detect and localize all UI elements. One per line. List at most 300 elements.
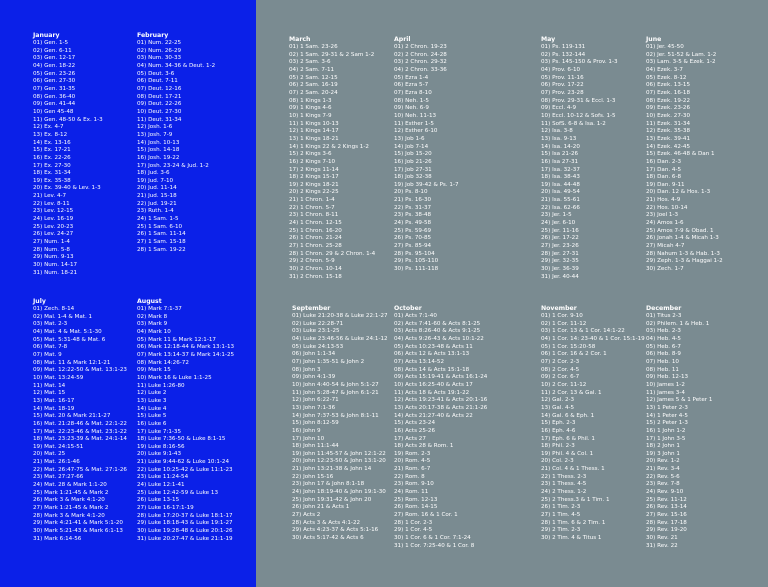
reading-item: 09) Gen. 41-44 — [33, 101, 76, 108]
reading-item: 27) Ps. 85-94 — [394, 243, 432, 250]
reading-item: 07) 2 Cor. 2-3 — [541, 358, 580, 365]
reading-item: 15) John 8:12-59 — [292, 420, 339, 427]
reading-item: 22) Hos. 10-14 — [646, 204, 688, 211]
reading-item: 02) Num. 26-29 — [137, 47, 182, 54]
reading-item: 07) Ezek. 16-18 — [646, 89, 691, 96]
reading-item: 17) Job 27-31 — [394, 166, 432, 173]
reading-item: 17) Mat. 22:23-46 & Mat. 23:1-22 — [33, 428, 127, 435]
reading-item: 05) Deut. 3-6 — [137, 70, 175, 77]
reading-item: 12) 1 Kings 14-17 — [289, 128, 339, 135]
reading-item: 09) Heb. 12-13 — [646, 374, 689, 381]
reading-item: 12) Luke 2 — [137, 390, 167, 397]
reading-item: 16) 2 Kings 7-10 — [289, 158, 336, 165]
reading-item: 19) Job 39-42 & Ps. 1-7 — [394, 181, 459, 188]
reading-item: 17) Eph. 6 & Phil. 1 — [541, 435, 595, 442]
reading-item: 02) Philem. 1 & Heb. 1 — [646, 320, 710, 327]
reading-item: 11) Luke 1:26-80 — [137, 382, 185, 389]
reading-item: 05) 1 Cor. 15:20-58 — [541, 343, 596, 350]
month-title: January — [33, 32, 60, 39]
reading-item: 06) 2 Sam. 16-19 — [289, 82, 338, 89]
reading-item: 10) Mat. 13:24-59 — [33, 374, 84, 381]
reading-item: 22) Rom. 8 — [394, 473, 425, 480]
reading-item: 22) 1 Chron. 5-7 — [289, 204, 335, 211]
reading-item: 03) Mark 9 — [137, 321, 168, 328]
reading-item: 03) Num. 30-33 — [137, 55, 182, 62]
reading-item: 30) Num. 14-17 — [33, 262, 78, 269]
reading-item: 21) Isa. 55-61 — [541, 197, 580, 204]
reading-item: 15) Josh. 14-18 — [137, 147, 180, 154]
reading-item: 21) Rev. 3-4 — [646, 466, 680, 473]
reading-item: 06) Ezek. 13-15 — [646, 82, 691, 89]
reading-item: 11) John 5:28-47 & John 6:1-21 — [292, 389, 379, 396]
reading-item: 05) Ezek. 8-12 — [646, 74, 687, 81]
reading-item: 10) 2 Cor. 11-12 — [541, 381, 587, 388]
reading-item: 11) Acts 18 & Acts 19:1-22 — [394, 389, 470, 396]
reading-item: 17) Acts 27 — [394, 435, 426, 442]
reading-item: 31) Rev. 22 — [646, 542, 678, 549]
reading-item: 07) Ezra 8-10 — [394, 89, 432, 96]
reading-item: 08) Neh. 1-5 — [394, 97, 429, 104]
reading-item: 26) John 21 & Acts 1 — [292, 504, 350, 511]
reading-item: 02) Acts 7:41-60 & Acts 8:1-25 — [394, 320, 481, 327]
reading-item: 26) 1 Chron. 21-24 — [289, 235, 342, 242]
reading-item: 30) Acts 5:17-42 & Acts 6 — [292, 535, 364, 542]
reading-item: 18) John 11:1-44 — [292, 443, 339, 450]
reading-item: 13) Ezek. 39-41 — [646, 135, 691, 142]
reading-list — [292, 313, 388, 543]
reading-item: 10) Deut. 27-30 — [137, 108, 182, 115]
reading-item: 07) Prov. 23-28 — [541, 89, 584, 96]
reading-item: 20) Jud. 11-14 — [137, 185, 177, 192]
reading-item: 28) Ps. 95-104 — [394, 250, 435, 257]
reading-item: 09) Eccl. 4-9 — [541, 105, 577, 112]
reading-item: 29) Mark 4:21-41 & Mark 5:1-20 — [33, 520, 123, 527]
reading-item: 18) Luke 7:36-50 & Luke 8:1-15 — [137, 436, 226, 443]
reading-item: 28) Mark 3 & Mark 4:1-20 — [33, 512, 105, 519]
month-title: September — [292, 305, 331, 312]
reading-item: 09) John 4:1-39 — [292, 374, 336, 381]
reading-item: 19) Mat. 24:15-51 — [33, 443, 84, 450]
reading-item: 01) Gen. 1-5 — [33, 40, 69, 46]
month-september — [292, 304, 388, 543]
reading-item: 16) 1 John 1-2 — [646, 427, 686, 434]
reading-item: 25) Amos 7-9 & Obad. 1 — [646, 227, 714, 234]
reading-item: 18) 2 John 1 — [646, 443, 680, 450]
reading-item: 10) Gen 45-48 — [33, 108, 74, 115]
reading-item: 06) Mat. 7-8 — [33, 344, 68, 351]
reading-item: 20) Rom. 4-5 — [394, 458, 431, 465]
reading-item: 17) Ex. 27-30 — [33, 162, 71, 169]
reading-item: 04) Heb. 4-5 — [646, 335, 681, 342]
month-title: June — [646, 36, 662, 43]
reading-item: 01) 1 Cor. 9-10 — [541, 313, 583, 319]
reading-item: 29) Zeph. 1-3 & Haggai 1-2 — [646, 258, 723, 265]
reading-item: 23) Ps. 38-48 — [394, 212, 432, 219]
reading-item: 02) 1 Cor. 11-12 — [541, 320, 587, 327]
month-title: May — [541, 36, 556, 43]
reading-item: 14) 1 Peter 4-5 — [646, 412, 688, 419]
reading-item: 11) Deut. 31-34 — [137, 116, 182, 123]
month-title: December — [646, 305, 682, 312]
reading-item: 17) John 10 — [292, 435, 325, 442]
reading-item: 25) 1 Sam. 6-10 — [137, 223, 183, 230]
reading-item: 03) Luke 23:1-25 — [292, 328, 340, 335]
reading-item: 03) Heb. 2-3 — [646, 328, 681, 335]
reading-item: 28) 1 Chron. 29 & 2 Chron. 1-4 — [289, 250, 376, 257]
reading-item: 29) Num. 9-13 — [33, 254, 74, 261]
reading-item: 23) Joel 1-3 — [646, 212, 679, 219]
reading-item: 19) John 11:45-57 & John 12:1-22 — [292, 450, 386, 457]
month-title: March — [289, 36, 311, 43]
reading-item: 18) Phil. 2-3 — [541, 443, 575, 450]
reading-item: 31) 2 Chron. 15-18 — [289, 273, 342, 280]
reading-item: 04) Ezek. 3-7 — [646, 66, 683, 73]
reading-item: 20) Dan. 12 & Hos. 1-3 — [646, 189, 711, 196]
reading-item: 17) Isa. 32-37 — [541, 166, 580, 173]
reading-item: 05) Heb. 6-7 — [646, 343, 681, 350]
reading-item: 17) 2 Kings 11-14 — [289, 166, 339, 173]
reading-item: 01) Mark 7:1-37 — [137, 306, 182, 312]
reading-item: 31) Num. 18-21 — [33, 269, 78, 276]
reading-item: 30) 2 Chron. 10-14 — [289, 266, 342, 273]
reading-item: 25) Mark 1:21-45 & Mark 2 — [33, 489, 109, 496]
reading-item: 29) 1 Cor. 4-5 — [394, 527, 433, 534]
reading-item: 09) 1 Kings 4-6 — [289, 105, 332, 112]
reading-item: 27) Num. 1-4 — [33, 239, 70, 246]
reading-item: 15) Luke 5 — [137, 413, 167, 420]
reading-item: 16) Josh. 19-22 — [137, 154, 180, 161]
reading-item: 05) Luke 24:13-53 — [292, 343, 344, 350]
reading-item: 18) Job 32-38 — [394, 174, 432, 181]
reading-item: 27) Mark 1:21-45 & Mark 2 — [33, 505, 109, 512]
reading-item: 21) Ps. 16-30 — [394, 197, 432, 204]
reading-item: 30) 1 Cor. 6 & 1 Cor. 7:1-24 — [394, 535, 471, 542]
reading-item: 17) Josh. 23-24 & Jud. 1-2 — [137, 162, 209, 169]
reading-item: 03) Lam. 3-5 & Ezek. 1-2 — [646, 59, 716, 66]
reading-item: 01) Luke 21:20-38 & Luke 22:1-27 — [292, 313, 388, 319]
reading-item: 02) Ps. 132-144 — [541, 51, 586, 58]
month-december — [646, 304, 712, 550]
reading-item: 15) Ex. 17-21 — [33, 147, 71, 154]
reading-item: 04) Mat. 4 & Mat. 5:1-30 — [33, 328, 102, 335]
reading-item: 19) Luke 8:16-56 — [137, 443, 185, 450]
reading-item: 27) Rom. 16 & 1 Cor. 1 — [394, 512, 458, 519]
reading-item: 16) Dan. 2-3 — [646, 158, 682, 165]
reading-item: 11) Ezek. 31-34 — [646, 120, 691, 127]
reading-item: 13) Job 1-6 — [394, 135, 425, 142]
reading-item: 10) Ezek. 27-30 — [646, 112, 691, 119]
reading-item: 05) Mat. 5:31-48 & Mat. 6 — [33, 336, 106, 343]
reading-list — [33, 40, 103, 277]
reading-item: 26) Jonah 1-4 & Micah 1-3 — [646, 235, 719, 242]
reading-item: 31) Luke 20:27-47 & Luke 21:1-19 — [137, 535, 233, 542]
reading-item: 05) Prov. 11-16 — [541, 74, 584, 81]
reading-item: 17) Dan. 4-5 — [646, 166, 682, 173]
reading-item: 14) Isa. 14-20 — [541, 143, 580, 150]
reading-item: 24) Lev. 16-19 — [33, 216, 74, 223]
reading-item: 14) Luke 4 — [137, 405, 167, 412]
reading-item: 13) Ex. 8-12 — [33, 131, 68, 138]
reading-item: 08) 1 Kings 1-3 — [289, 97, 332, 104]
reading-item: 22) Isa. 62-66 — [541, 204, 580, 211]
reading-item: 30) Ps. 111-118 — [394, 266, 439, 273]
reading-item: 22) Lev. 8-11 — [33, 200, 70, 207]
reading-item: 29) 2 Tim. 2-3 — [541, 527, 581, 534]
reading-item: 01) Zech. 8-14 — [33, 306, 75, 312]
reading-item: 26) 1 Tim. 2-3 — [541, 504, 581, 511]
reading-item: 15) Acts 23-24 — [394, 420, 436, 427]
reading-item: 29) Rev. 19-20 — [646, 527, 687, 534]
reading-item: 16) Mat. 21:28-46 & Mat. 22:1-22 — [33, 420, 127, 427]
reading-item: 18) Acts 28 & Rom. 1 — [394, 443, 454, 450]
reading-list — [137, 40, 215, 254]
reading-item: 01) 1 Sam. 23-26 — [289, 44, 338, 50]
reading-item: 17) Luke 7:1-35 — [137, 428, 182, 435]
reading-item: 06) Gen. 27-30 — [33, 78, 76, 85]
reading-item: 08) Ezek. 19-22 — [646, 97, 691, 104]
reading-item: 12) Ex. 4-7 — [33, 124, 64, 131]
reading-item: 29) Ps. 105-110 — [394, 258, 439, 265]
reading-item: 21) Hos. 4-9 — [646, 197, 681, 204]
reading-item: 04) Mark 10 — [137, 328, 171, 335]
reading-item: 12) Acts 19:23-41 & Acts 20:1-16 — [394, 397, 488, 404]
reading-item: 08) Acts 14 & Acts 15:1-18 — [394, 366, 470, 373]
reading-item: 03) Ps. 145-150 & Prov. 1-3 — [541, 59, 618, 66]
reading-list — [394, 313, 487, 550]
reading-item: 21) Mat. 26:1-46 — [33, 459, 80, 466]
reading-item: 30) Rev. 21 — [646, 535, 678, 542]
reading-item: 21) Lev. 4-7 — [33, 193, 67, 200]
reading-item: 04) 2 Chron. 33-36 — [394, 66, 447, 73]
month-march — [289, 35, 375, 281]
reading-item: 16) Job 21-26 — [394, 158, 432, 165]
reading-item: 10) John 4:40-54 & John 5:1-27 — [292, 381, 379, 388]
reading-item: 09) Mark 15 — [137, 367, 171, 374]
reading-item: 26) Mark 3 & Mark 4:1-20 — [33, 497, 105, 504]
reading-item: 26) Rev. 13-14 — [646, 504, 687, 511]
reading-item: 24) 1 Chron. 12-15 — [289, 220, 342, 227]
reading-item: 10) 1 Kings 7-9 — [289, 112, 332, 119]
reading-item: 24) Amos 1-6 — [646, 220, 684, 227]
reading-item: 16) John 9 — [292, 427, 321, 434]
reading-item: 23) Lev. 12-15 — [33, 208, 74, 215]
reading-item: 21) 1 Chron. 1-4 — [289, 197, 335, 204]
reading-item: 22) Jud. 19-21 — [137, 200, 177, 207]
reading-list — [33, 306, 127, 543]
reading-item: 20) Col. 2-3 — [541, 458, 574, 465]
reading-item: 08) Gen. 36-40 — [33, 93, 76, 100]
reading-item: 31) Jer. 40-44 — [541, 273, 579, 280]
reading-item: 24) Ps. 49-58 — [394, 220, 432, 227]
reading-item: 24) Rom. 11 — [394, 489, 429, 496]
reading-item: 27) Luke 16-17:1-19 — [137, 505, 194, 512]
month-title: November — [541, 305, 577, 312]
reading-item: 08) 2 Cor. 4-5 — [541, 366, 580, 373]
reading-item: 22) John 15-16 — [292, 473, 334, 480]
reading-item: 05) Ezra 1-4 — [394, 74, 429, 81]
reading-item: 14) Gal. 6 & Eph. 1 — [541, 412, 595, 419]
month-title: February — [137, 32, 169, 39]
reading-item: 07) Mark 13:14-37 & Mark 14:1-25 — [137, 351, 235, 358]
reading-item: 07) Mat. 9 — [33, 351, 62, 358]
reading-item: 25) Ps. 59-69 — [394, 227, 432, 234]
reading-item: 12) Mat. 15 — [33, 390, 66, 397]
reading-item: 28) Luke 17:20-37 & Luke 18:1-17 — [137, 512, 233, 519]
reading-item: 20) John 12:23-50 & John 13:1-20 — [292, 458, 386, 465]
reading-item: 19) Phil. 4 & Col. 1 — [541, 450, 594, 457]
month-april — [394, 35, 459, 274]
reading-item: 05) Acts 10:23-48 & Acts 11 — [394, 343, 473, 350]
reading-item: 02) 2 Chron. 24-28 — [394, 51, 447, 58]
reading-item: 04) Gen. 18-22 — [33, 62, 76, 69]
reading-item: 11) SofS. 6-8 & Isa. 1-2 — [541, 120, 606, 127]
reading-item: 01) Ps. 119-131 — [541, 44, 586, 50]
reading-item: 30) Zech. 1-7 — [646, 266, 684, 273]
reading-item: 04) Luke 23:46-56 & Luke 24:1-12 — [292, 335, 388, 342]
reading-item: 18) Jud. 3-6 — [137, 170, 170, 177]
reading-item: 12) James 5 & 1 Peter 1 — [646, 397, 713, 404]
reading-item: 22) Rev. 5-6 — [646, 473, 680, 480]
reading-item: 04) Prov. 6-10 — [541, 66, 581, 73]
reading-item: 14) Ezek. 42-45 — [646, 143, 691, 150]
reading-item: 09) Ezek. 23-26 — [646, 105, 691, 112]
reading-list — [137, 306, 234, 543]
reading-item: 28) Jer. 27-31 — [541, 250, 579, 257]
reading-item: 11) Esther 1-5 — [394, 120, 434, 127]
reading-item: 01) Titus 2-3 — [646, 313, 682, 319]
reading-item: 25) Rom. 12-13 — [394, 496, 438, 503]
reading-item: 28) 1 Cor. 2-3 — [394, 519, 433, 526]
reading-item: 27) Micah 4-7 — [646, 243, 685, 250]
reading-item: 03) Mat. 2-3 — [33, 321, 68, 328]
reading-item: 24) 1 Sam. 1-5 — [137, 216, 179, 223]
reading-item: 13) 1 Peter 2-3 — [646, 404, 688, 411]
reading-item: 24) 2 Thess. 1-2 — [541, 489, 587, 496]
reading-item: 19) Jud. 7-10 — [137, 177, 174, 184]
reading-item: 26) 1 Sam. 11-14 — [137, 231, 186, 238]
reading-item: 08) Deut. 17-21 — [137, 93, 182, 100]
reading-item: 25) Jer. 11-16 — [541, 227, 579, 234]
reading-item: 13) Mat. 16-17 — [33, 397, 75, 404]
reading-item: 03) 2 Chron. 29-32 — [394, 59, 447, 66]
reading-item: 27) 1 Sam. 15-18 — [137, 239, 186, 246]
reading-item: 24) Rev. 9-10 — [646, 489, 684, 496]
reading-item: 03) Gen. 12-17 — [33, 55, 76, 62]
reading-item: 12) John 6:22-71 — [292, 397, 339, 404]
reading-item: 21) Rom. 6-7 — [394, 466, 431, 473]
reading-item: 30) Mark 5:21-43 & Mark 6:1-13 — [33, 528, 123, 535]
reading-item: 20) Ex. 39-40 & Lev. 1-3 — [33, 185, 101, 192]
reading-item: 19) Rom. 2-3 — [394, 450, 431, 457]
reading-item: 23) Luke 11:24-54 — [137, 474, 189, 481]
reading-item: 20) Rev. 1-2 — [646, 458, 680, 465]
reading-item: 26) Lev. 24-27 — [33, 231, 74, 238]
month-may — [541, 35, 618, 281]
reading-item: 14) 1 Kings 22 & 2 Kings 1-2 — [289, 143, 369, 150]
reading-item: 27) Acts 2 — [292, 512, 321, 519]
reading-item: 06) Prov. 17-22 — [541, 82, 584, 89]
reading-item: 13) Gal. 4-5 — [541, 404, 575, 411]
reading-item: 16) Luke 6 — [137, 420, 167, 427]
reading-item: 04) 2 Sam. 7-11 — [289, 66, 335, 73]
reading-item: 13) Acts 20:17-38 & Acts 21:1-26 — [394, 404, 488, 411]
reading-item: 20) Ps. 8-10 — [394, 189, 428, 196]
reading-item: 23) 1 Chron. 8-11 — [289, 212, 339, 219]
month-title: August — [137, 298, 162, 305]
reading-item: 10) Neh. 11-13 — [394, 112, 437, 119]
reading-item: 21) Col. 4 & 1 Thess. 1 — [541, 466, 605, 473]
reading-item: 05) 2 Sam. 12-15 — [289, 74, 338, 81]
month-october — [394, 304, 487, 550]
reading-item: 22) 1 Thess. 2-3 — [541, 473, 587, 480]
reading-item: 06) Deut. 7-11 — [137, 78, 178, 85]
reading-item: 19) Ex. 35-38 — [33, 177, 71, 184]
reading-item: 01) Num. 22-25 — [137, 40, 182, 46]
reading-list — [646, 313, 712, 550]
reading-item: 15) Job 15-20 — [394, 151, 432, 158]
reading-item: 28) Num. 5-8 — [33, 246, 70, 253]
reading-item: 26) Jer. 17-22 — [541, 235, 579, 242]
reading-item: 19) Isa. 44-48 — [541, 181, 580, 188]
reading-item: 06) Ezra 5-7 — [394, 82, 429, 89]
reading-item: 07) Acts 13:14-52 — [394, 358, 445, 365]
reading-item: 15) Ezek. 46-48 & Dan 1 — [646, 151, 715, 158]
reading-item: 23) Rom. 9-10 — [394, 481, 434, 488]
reading-item: 09) Acts 15:19-41 & Acts 16:1-24 — [394, 374, 488, 381]
reading-item: 04) Acts 9:26-43 & Acts 10:1-22 — [394, 335, 484, 342]
reading-item: 23) John 17 & John 8:1-18 — [292, 481, 365, 488]
reading-item: 28) 1 Tim. 6 & 2 Tim. 1 — [541, 519, 606, 526]
reading-item: 19) Dan. 9-11 — [646, 181, 685, 188]
reading-item: 14) Ex. 13-16 — [33, 139, 71, 146]
reading-item: 02) 1 Sam. 29-31 & 2 Sam 1-2 — [289, 51, 375, 58]
reading-item: 15) Mat. 20 & Mark 21:1-27 — [33, 413, 111, 420]
reading-item: 21) John 13:21-38 & John 14 — [292, 466, 372, 473]
reading-item: 11) Gen. 48-50 & Ex. 1-3 — [33, 116, 103, 123]
reading-item: 22) Mat. 26:47-75 & Mat. 27:1-26 — [33, 466, 127, 473]
reading-item: 29) Acts 4:23-37 & Acts 5:1-16 — [292, 527, 379, 534]
reading-item: 13) 1 Kings 18-21 — [289, 135, 339, 142]
reading-item: 16) Eph. 4-6 — [541, 427, 576, 434]
reading-item: 23) Mat. 27:27-66 — [33, 474, 84, 481]
reading-item: 03) 2 Sam. 3-6 — [289, 59, 331, 66]
reading-item: 11) Mat. 14 — [33, 382, 66, 389]
reading-item: 29) 2 Chron. 5-9 — [289, 258, 335, 265]
month-title: July — [33, 298, 46, 305]
reading-item: 26) Rom. 14-15 — [394, 504, 438, 511]
reading-item: 04) 1 Cor. 14: 23-40 & 1 Cor. 15:1-19 — [541, 335, 645, 342]
reading-item: 08) Heb. 11 — [646, 366, 679, 373]
reading-item: 03) Acts 8:26-40 & Acts 9:1-25 — [394, 328, 481, 335]
reading-list — [646, 44, 723, 274]
reading-list — [541, 44, 618, 281]
month-february — [137, 31, 215, 254]
reading-item: 21) Luke 9:44-62 & Luke 10:1-24 — [137, 459, 230, 466]
reading-item: 28) 1 Sam. 19-22 — [137, 246, 186, 253]
reading-item: 27) Rev. 15-16 — [646, 512, 687, 519]
reading-item: 19) 2 Kings 18-21 — [289, 181, 339, 188]
reading-item: 23) Ruth. 1-4 — [137, 208, 174, 215]
month-november — [541, 304, 645, 543]
reading-item: 28) Rev. 17-18 — [646, 519, 687, 526]
reading-item: 17) 1 John 3-5 — [646, 435, 686, 442]
reading-item: 20) Isa. 49-54 — [541, 189, 580, 196]
reading-item: 10) Mark 16 & Luke 1:1-25 — [137, 374, 212, 381]
reading-item: 25) Rev. 11-12 — [646, 496, 687, 503]
reading-item: 09) 2 Cor. 6-7 — [541, 374, 580, 381]
reading-item: 12) Isa. 3-8 — [541, 128, 573, 135]
reading-item: 16) Ex. 22-26 — [33, 154, 71, 161]
